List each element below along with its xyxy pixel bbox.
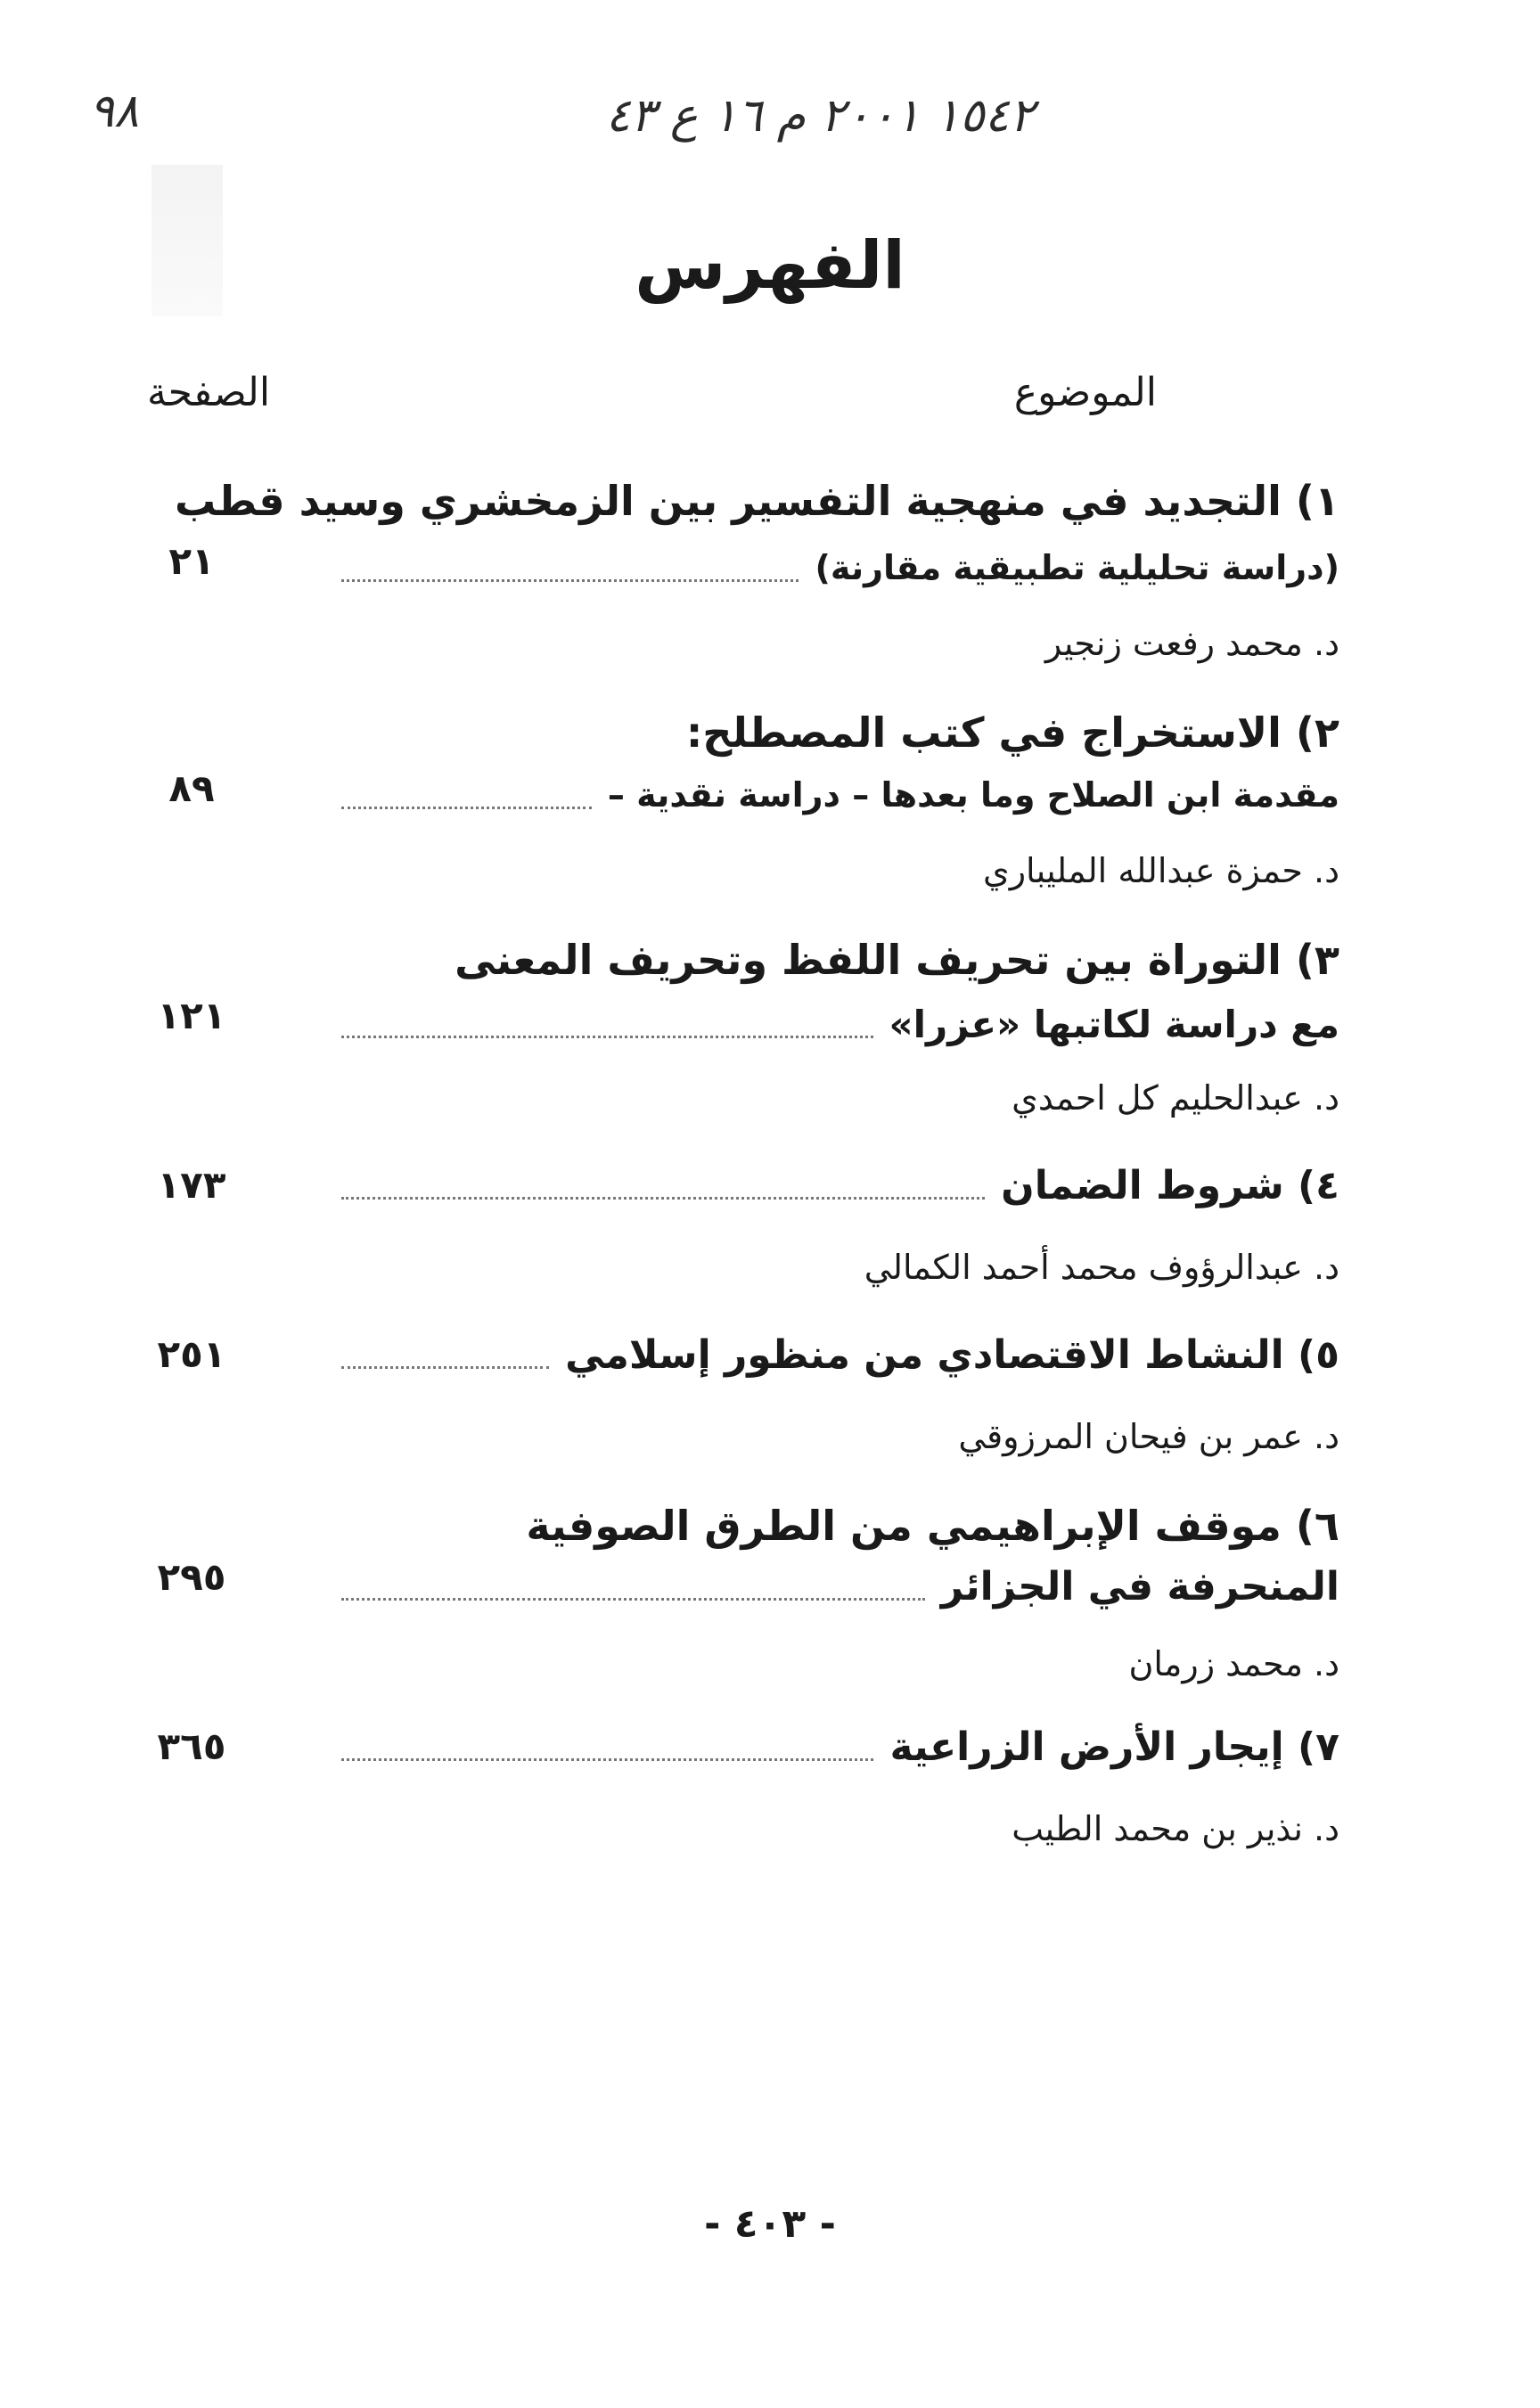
- leader-dots: [341, 1758, 873, 1761]
- entry-6-subtitle: المنحرفة في الجزائر: [940, 1564, 1339, 1609]
- entry-2-subtitle: مقدمة ابن الصلاح وما بعدها – دراسة نقدية –: [607, 775, 1339, 815]
- entry-1-title: ١) التجديد في منهجية التفسير بين الزمخشري وسيد قطب: [175, 477, 1339, 525]
- entry-6-page: ٢٩٥: [157, 1555, 226, 1599]
- handwritten-note-right: ١٥٤٢ ٢٠٠١ م ١٦ ع ٤٣: [605, 89, 1035, 143]
- entry-5-title-row: [341, 1332, 1339, 1378]
- entry-7-title-row: [341, 1724, 1339, 1770]
- entry-1-subtitle-row: [341, 548, 1339, 587]
- leader-dots: [341, 1366, 549, 1369]
- entry-5-page: ٢٥١: [157, 1332, 226, 1376]
- entry-1-subtitle: (دراسة تحليلية تطبيقية مقارنة): [815, 548, 1339, 587]
- entry-2-author: د. حمزة عبدالله المليباري: [982, 851, 1339, 890]
- entry-2-page: ٨٩: [168, 766, 215, 810]
- leader-dots: [341, 1197, 985, 1200]
- page-title: الفهرس: [635, 227, 905, 304]
- entry-4-title-row: [341, 1163, 1339, 1208]
- entry-4-author: د. عبدالرؤوف محمد أحمد الكمالي: [864, 1248, 1339, 1287]
- entry-4-page: ١٧٣: [157, 1163, 226, 1207]
- entry-3-author: د. عبدالحليم كل احمدي: [1012, 1078, 1339, 1118]
- leader-dots: [341, 579, 799, 582]
- entry-1-page: ٢١: [168, 539, 215, 583]
- leader-dots: [341, 1036, 873, 1038]
- entry-7-page: ٣٦٥: [157, 1724, 226, 1768]
- entry-5-author: د. عمر بن فيحان المرزوقي: [958, 1417, 1339, 1456]
- header-topic: الموضوع: [1013, 370, 1157, 415]
- entry-6-subtitle-row: [341, 1564, 1339, 1609]
- leader-dots: [341, 807, 592, 809]
- entry-6-title: ٦) موقف الإبراهيمي من الطرق الصوفية: [526, 1502, 1339, 1550]
- entry-1-author: د. محمد رفعت زنجير: [1044, 624, 1339, 663]
- entry-3-page: ١٢١: [157, 994, 226, 1037]
- handwritten-note-left: ٩٨: [89, 85, 139, 138]
- entry-3-subtitle-row: [341, 1003, 1339, 1046]
- entry-6-author: د. محمد زرمان: [1128, 1644, 1339, 1683]
- header-page: الصفحة: [147, 370, 271, 415]
- entry-4-title: ٤) شروط الضمان: [1001, 1163, 1339, 1208]
- entry-2-title: ٢) الاستخراج في كتب المصطلح:: [685, 708, 1339, 757]
- entry-5-title: ٥) النشاط الاقتصادي من منظور إسلامي: [565, 1332, 1339, 1378]
- entry-3-subtitle: مع دراسة لكاتبها «عزرا»: [889, 1003, 1339, 1046]
- entry-3-title: ٣) التوراة بين تحريف اللفظ وتحريف المعنى: [455, 936, 1339, 984]
- entry-7-title: ٧) إيجار الأرض الزراعية: [889, 1724, 1339, 1770]
- entry-7-author: د. نذير بن محمد الطيب: [1012, 1809, 1339, 1848]
- entry-2-subtitle-row: [341, 775, 1339, 815]
- page-number-footer: - ٤٠٣ -: [704, 2201, 836, 2247]
- leader-dots: [341, 1598, 925, 1601]
